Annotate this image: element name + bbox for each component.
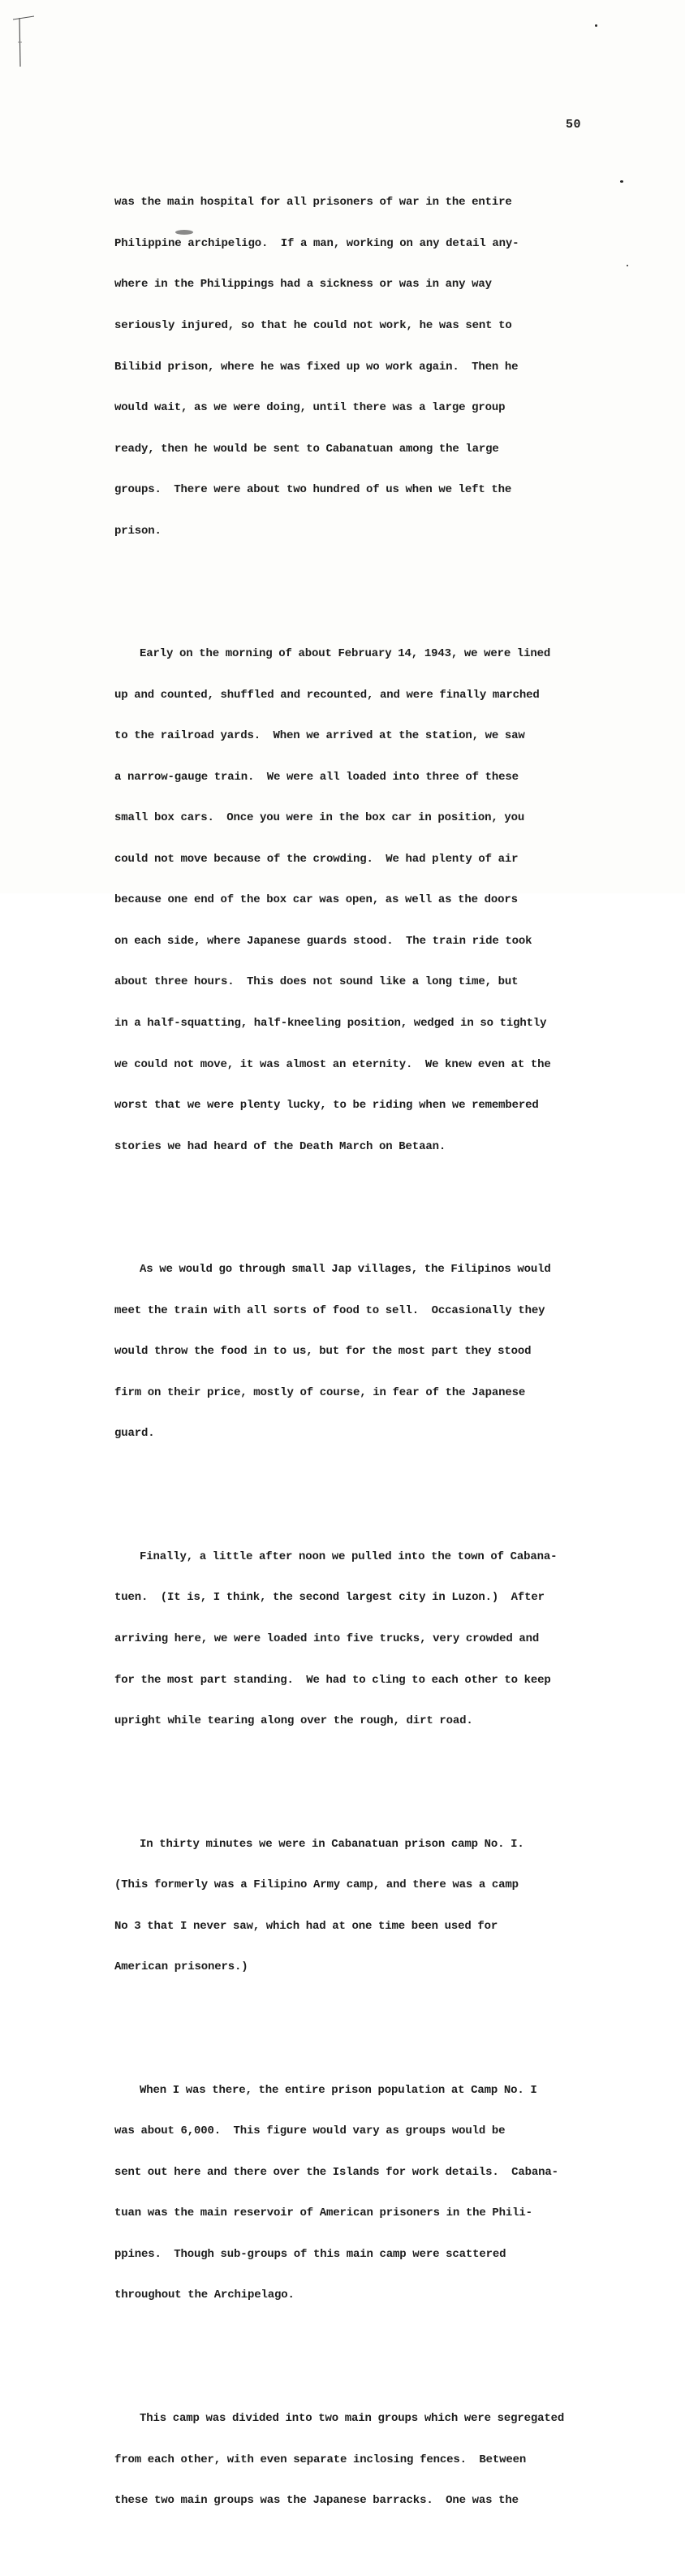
text-line: ready, then he would be sent to Cabanatuan among the large <box>114 442 499 456</box>
text-line: would wait, as we were doing, until there was a large group <box>114 401 506 415</box>
paragraph-2 <box>114 620 666 1182</box>
text-line: because one end of the box car was open, as well as the doors <box>114 893 518 907</box>
text-line: for the most part standing. We had to cling to each other to keep <box>114 1673 551 1687</box>
ink-speck <box>595 24 597 27</box>
text-line: would throw the food in to us, but for the most part they stood <box>114 1345 532 1359</box>
text-line: small box cars. Once you were in the box car in position, you <box>114 811 525 825</box>
paragraph-7 <box>114 2384 666 2535</box>
ink-speck <box>175 230 193 235</box>
typewritten-body <box>114 141 666 2576</box>
text-line: This camp was divided into two main groups which were segregated <box>114 2412 565 2426</box>
text-line: guard. <box>114 1427 155 1441</box>
text-line: seriously injured, so that he could not work, he was sent to <box>114 318 512 332</box>
text-line: tuan was the main reservoir of American prisoners in the Phili- <box>114 2206 532 2220</box>
text-line: When I was there, the entire prison population at Camp No. I <box>114 2083 537 2097</box>
text-line: from each other, with even separate inclosing fences. Between <box>114 2453 527 2466</box>
text-line: we could not move, it was almost an eternity. We knew even at the <box>114 1057 551 1071</box>
text-line: prison. <box>114 524 162 538</box>
text-line: sent out here and there over the Islands for work details. Cabana- <box>114 2165 558 2179</box>
text-line: throughout the Archipelago. <box>114 2289 295 2302</box>
text-line: tuen. (It is, I think, the second largest city in Luzon.) After <box>114 1591 545 1605</box>
text-line: (This formerly was a Filipino Army camp, and there was a camp <box>114 1878 519 1892</box>
paragraph-3 <box>114 1236 666 1468</box>
text-line: ppines. Though sub-groups of this main camp were scattered <box>114 2247 506 2261</box>
ink-speck <box>627 265 628 266</box>
text-line: Bilibid prison, where he was fixed up wo work again. Then he <box>114 360 519 374</box>
text-line: Early on the morning of about February 14, 1943, we were lined <box>114 647 551 661</box>
text-line: No 3 that I never saw, which had at one time been used for <box>114 1919 498 1933</box>
paragraph-5 <box>114 1810 666 2002</box>
text-line: was the main hospital for all prisoners of war in the entire <box>114 196 512 210</box>
text-line: Finally, a little after noon we pulled into the town of Cabana- <box>114 1549 558 1563</box>
text-line: was about 6,000. This figure would vary as groups would be <box>114 2124 506 2138</box>
text-line: American prisoners.) <box>114 1960 248 1974</box>
text-line: As we would go through small Jap villages, the Filipinos would <box>114 1263 551 1277</box>
text-line: these two main groups was the Japanese barracks. One was the <box>114 2494 519 2508</box>
text-line: Philippine archipeligo. If a man, working on any detail any- <box>114 236 519 250</box>
text-line: on each side, where Japanese guards stood. The train ride took <box>114 934 532 948</box>
text-line: a narrow-gauge train. We were all loaded into three of these <box>114 770 519 784</box>
text-line: in a half-squatting, half-kneeling position, wedged in so tightly <box>114 1017 547 1030</box>
ink-speck <box>620 180 623 183</box>
paragraph-4 <box>114 1523 666 1755</box>
text-line: stories we had heard of the Death March on Betaan. <box>114 1139 446 1153</box>
margin-pencil-mark <box>11 10 36 68</box>
text-line: upright while tearing along over the rough, dirt road. <box>114 1714 473 1728</box>
text-line: worst that we were plenty lucky, to be riding when we remembered <box>114 1099 539 1113</box>
text-line: about three hours. This does not sound like a long time, but <box>114 975 519 989</box>
text-line: to the railroad yards. When we arrived at the station, we saw <box>114 729 525 743</box>
page-number: 50 <box>566 118 582 132</box>
text-line: arriving here, we were loaded into five trucks, very crowded and <box>114 1632 540 1645</box>
text-line: In thirty minutes we were in Cabanatuan prison camp No. I. <box>114 1837 524 1851</box>
paragraph-1 <box>114 169 666 565</box>
paragraph-6 <box>114 2056 666 2330</box>
text-line: could not move because of the crowding. We had plenty of air <box>114 852 519 866</box>
text-line: groups. There were about two hundred of us when we left the <box>114 483 512 497</box>
text-line: meet the train with all sorts of food to sell. Occasionally they <box>114 1303 545 1317</box>
text-line: where in the Philippings had a sickness or was in any way <box>114 278 492 292</box>
text-line: up and counted, shuffled and recounted, and were finally marched <box>114 688 540 702</box>
text-line: firm on their price, mostly of course, in fear of the Japanese <box>114 1385 526 1399</box>
